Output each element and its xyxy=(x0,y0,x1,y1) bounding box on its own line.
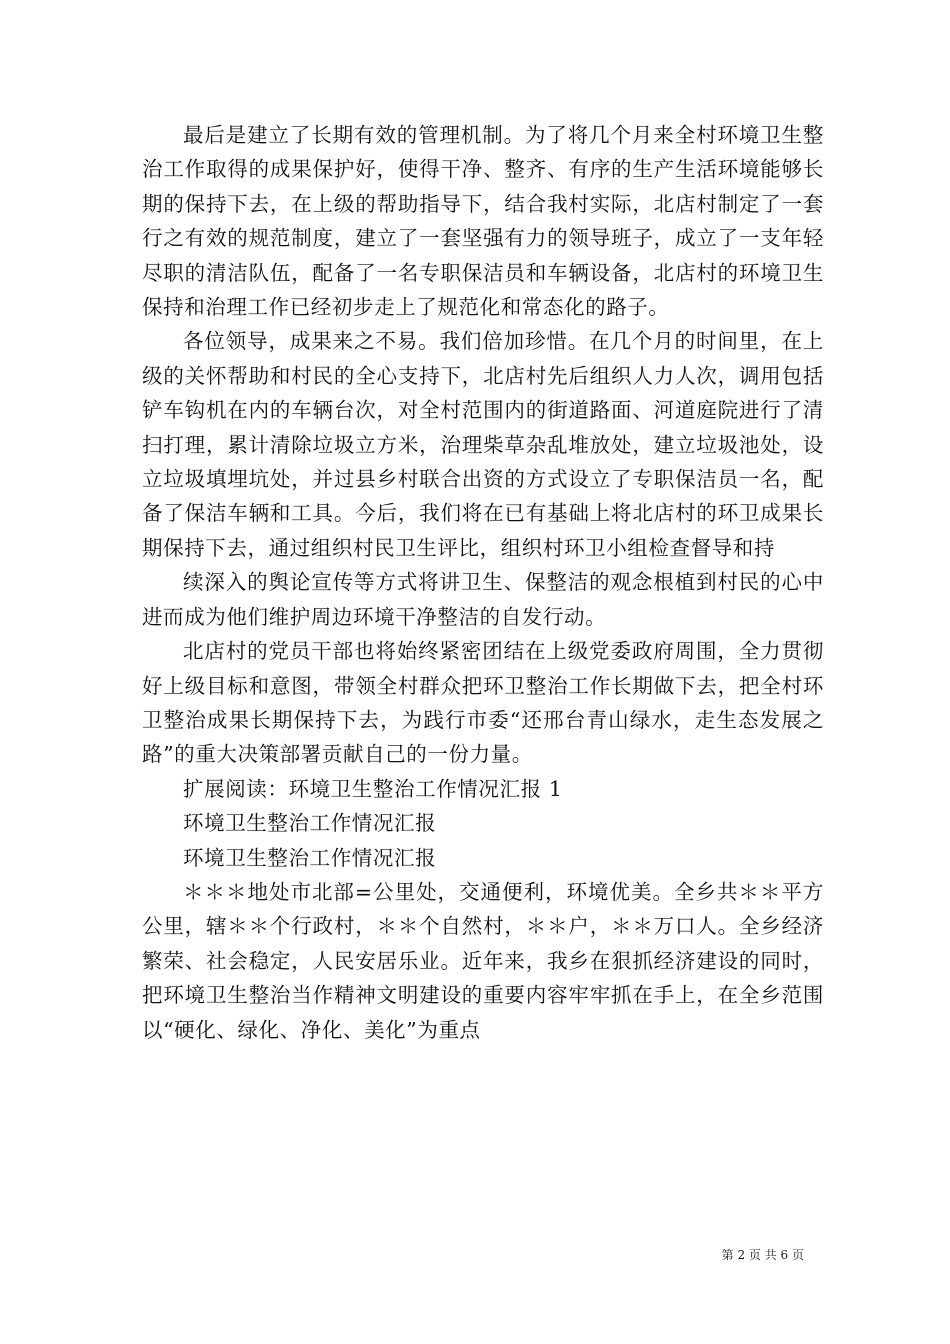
page-number: 第 2 页 共 6 页 xyxy=(721,1248,804,1262)
paragraph-publicity: 续深入的舆论宣传等方式将讲卫生、保整洁的观念根植到村民的心中进而成为他们维护周边环境干净整洁的自发行动。 xyxy=(142,570,824,629)
paragraph-report-title-2: 环境卫生整治工作情况汇报 xyxy=(183,845,437,870)
paragraph-management-mechanism: 最后是建立了长期有效的管理机制。为了将几个月来全村环境卫生整治工作取得的成果保护好，使得干净、整齐、有序的生产生活环境能够长期的保持下去，在上级的帮助指导下，结合我村实际，北店村制定了一套行之有效的规范制度，建立了一套坚强有力的领导班子，成立了一支年轻尽职的清洁队伍，配备了一名专职保洁员和车辆设备，北店村的环境卫生保持和治理工作已经初步走上了规范化和常态化的路子。 xyxy=(142,123,824,320)
paragraph-achievements: 各位领导，成果来之不易。我们倍加珍惜。在几个月的时间里，在上级的关怀帮助和村民的全心支持下，北店村先后组织人力人次，调用包括铲车钩机在内的车辆台次，对全村范围内的街道路面、河道庭院进行了清扫打理，累计清除垃圾立方米，治理柴草杂乱堆放处，建立垃圾池处，设立垃圾填埋坑处，并过县乡村联合出资的方式设立了专职保洁员一名，配备了保洁车辆和工具。今后，我们将在已有基础上将北店村的环卫成果长期保持下去，通过组织村民卫生评比，组织村环卫小组检查督导和持 xyxy=(142,329,824,560)
paragraph-report-title-1: 环境卫生整治工作情况汇报 xyxy=(183,811,437,836)
document-body xyxy=(142,118,824,1047)
paragraph-township-overview: ＊＊＊地处市北部=公里处，交通便利，环境优美。全乡共＊＊平方公里，辖＊＊个行政村，＊＊个自然村，＊＊户，＊＊万口人。全乡经济繁荣、社会稳定，人民安居乐业。近年来，我乡在狠抓经济建设的同时，把环境卫生整治当作精神文明建设的重要内容牢牢抓在手上，在全乡范围以“硬化、绿化、净化、美化”为重点 xyxy=(142,879,824,1042)
paragraph-party-commitment: 北店村的党员干部也将始终紧密团结在上级党委政府周围，全力贯彻好上级目标和意图，带领全村群众把环卫整治工作长期做下去，把全村环卫整治成果长期保持下去，为践行市委“还邢台青山绿水，走生态发展之路”的重大决策部署贡献自己的一份力量。 xyxy=(142,639,824,767)
paragraph-extended-reading: 扩展阅读：环境卫生整治工作情况汇报 1 xyxy=(183,776,563,801)
